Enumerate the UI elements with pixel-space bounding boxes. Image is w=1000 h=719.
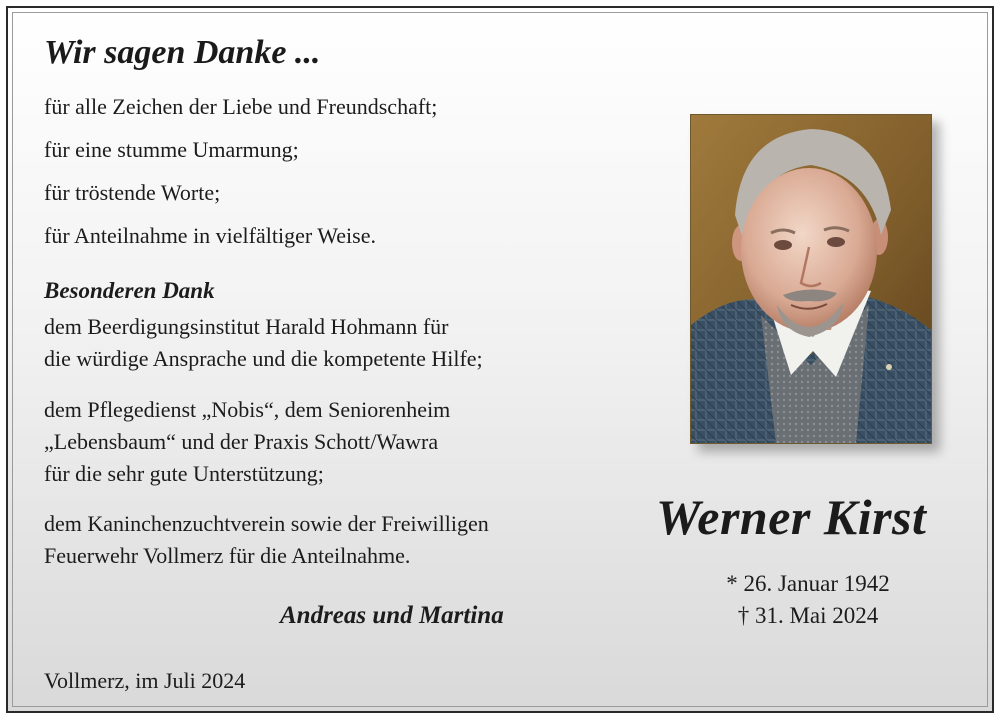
heading: Wir sagen Danke ... [44, 34, 321, 71]
thanks-paragraph-clubs [44, 508, 489, 572]
birth-date: * 26. Januar 1942 [726, 571, 890, 596]
paragraph-line: dem Pflegedienst „Nobis“, dem Seniorenheim [44, 397, 451, 422]
portrait-photo [690, 114, 932, 444]
paragraph-line: die würdige Ansprache und die kompetente Hilfe; [44, 346, 483, 371]
thanks-paragraph-care [44, 394, 450, 490]
paragraph-line: „Lebensbaum“ und der Praxis Schott/Wawra [44, 429, 439, 454]
death-date: † 31. Mai 2024 [737, 603, 879, 628]
special-thanks-title: Besonderen Dank [44, 278, 215, 303]
deceased-name: Werner Kirst [656, 489, 927, 545]
portrait-image [691, 115, 931, 443]
thanks-line: für alle Zeichen der Liebe und Freundschaft; [44, 94, 438, 119]
thanks-line: für Anteilnahme in vielfältiger Weise. [44, 223, 376, 248]
signers: Andreas und Martina [280, 602, 504, 629]
thanks-line: für tröstende Worte; [44, 180, 221, 205]
paragraph-line: für die sehr gute Unterstützung; [44, 461, 324, 486]
place-date: Vollmerz, im Juli 2024 [44, 668, 246, 693]
obituary-card [6, 6, 994, 713]
paragraph-line: Feuerwehr Vollmerz für die Anteilnahme. [44, 543, 411, 568]
paragraph-line: dem Kaninchenzuchtverein sowie der Freiwilligen [44, 511, 489, 536]
thanks-lines [44, 94, 437, 266]
thanks-line: für eine stumme Umarmung; [44, 137, 299, 162]
life-dates [698, 568, 918, 632]
thanks-paragraph-funeral [44, 311, 483, 375]
paragraph-line: dem Beerdigungsinstitut Harald Hohmann für [44, 314, 449, 339]
